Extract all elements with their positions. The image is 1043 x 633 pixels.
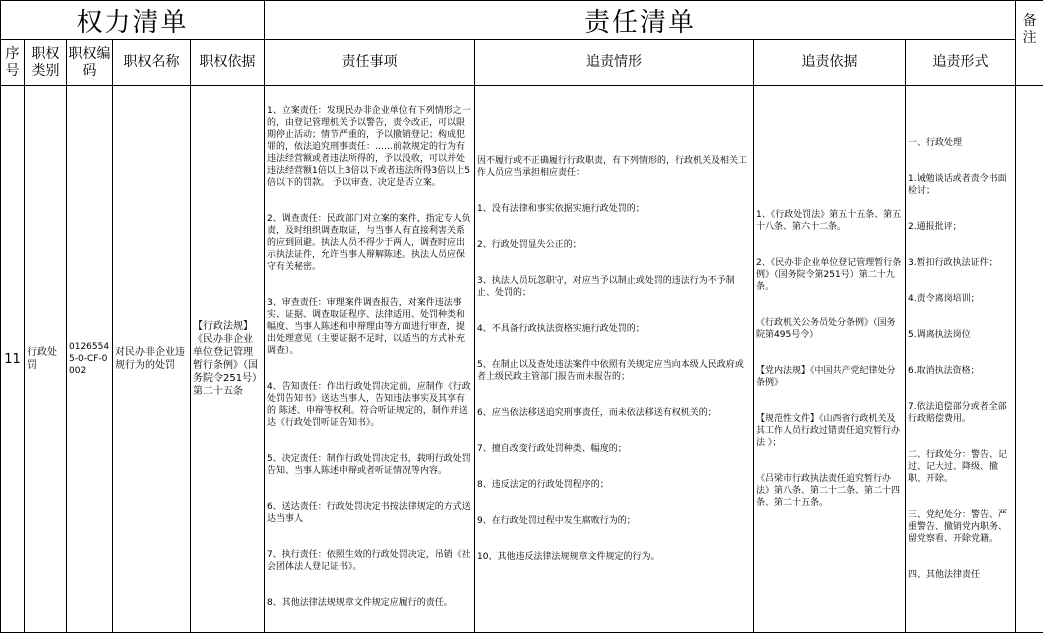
form-item: 4.责令离岗培训； bbox=[908, 293, 1013, 305]
duty-item: 6、送达责任：行政处罚决定书按法律规定的方式送达当事人 bbox=[267, 501, 472, 525]
basis-item: 《行政机关公务员处分条例》（国务院第495号令） bbox=[756, 317, 903, 341]
circumstance-item: 8、违反法定的行政处罚程序的； bbox=[477, 479, 751, 491]
form-item: 一、行政处理 bbox=[908, 137, 1013, 149]
form-item: 三、党纪处分：警告、严重警告、撤销党内职务、留党察看、开除党籍。 bbox=[908, 509, 1013, 545]
col-duties-header: 责任事项 bbox=[265, 40, 475, 86]
col-category-header: 职权类别 bbox=[25, 40, 67, 86]
basis-item: 《吕梁市行政执法责任追究暂行办法》第八条、第二十二条、第二十四条、第二十五条。 bbox=[756, 473, 903, 509]
row-remarks bbox=[1016, 86, 1043, 633]
col-seq-header: 序号 bbox=[1, 40, 25, 86]
form-item: 1.诫勉谈话或者责令书面检讨； bbox=[908, 173, 1013, 197]
form-item: 四、其他法律责任 bbox=[908, 569, 1013, 581]
row-circumstances bbox=[475, 86, 754, 633]
col-circumstances-header: 追责情形 bbox=[475, 40, 754, 86]
form-item: 7.依法追偿部分或者全部行政赔偿费用。 bbox=[908, 401, 1013, 425]
row-name: 对民办非企业违规行为的处罚 bbox=[113, 86, 191, 633]
responsibility-list-header: 责任清单 bbox=[265, 1, 1016, 40]
duty-item: 3、审查责任：审理案件调查报告，对案件违法事实、证据、调查取证程序、法律适用、处罚种类和幅度、当事人陈述和申辩理由等方面进行审查，提出处理意见（主要证据不足时，以适当的方式补充调查）。 bbox=[267, 297, 472, 357]
circumstance-item: 3、执法人员玩忽职守，对应当予以制止或处罚的违法行为不予制止、处罚的； bbox=[477, 275, 751, 299]
duty-item: 4、告知责任：作出行政处罚决定前，应制作《行政处罚告知书》送达当事人，告知违法事实及其享有的 陈述、申辩等权利。符合听证规定的，制作并送达《行政处罚听证告知书》。 bbox=[267, 381, 472, 429]
row-accountability-basis bbox=[754, 86, 906, 633]
circumstance-item: 2、行政处罚显失公正的； bbox=[477, 239, 751, 251]
row-forms bbox=[906, 86, 1016, 633]
row-duties bbox=[265, 86, 475, 633]
col-forms-header: 追责形式 bbox=[906, 40, 1016, 86]
duty-item: 1、立案责任：发现民办非企业单位有下列情形之一的，由登记管理机关予以警告，责令改正，可以限期停止活动；情节严重的，予以撤销登记；构成犯罪的，依法追究刑事责任：……前款规定的行为有违法经营额或者违法所得的，予以没收，可以并处违法经营额1倍以上3倍以下或者违法所得3倍以上5倍以下的罚款。 予以审查、决定是否立案。 bbox=[267, 105, 472, 189]
col-basis-header: 职权依据 bbox=[191, 40, 265, 86]
form-item: 3.暂扣行政执法证件； bbox=[908, 257, 1013, 269]
basis-item: 1、《行政处罚法》第五十五条、第五十八条、第六十二条。 bbox=[756, 209, 903, 233]
col-name-header: 职权名称 bbox=[113, 40, 191, 86]
duty-item: 8、其他法律法规规章文件规定应履行的责任。 bbox=[267, 597, 472, 609]
circumstance-item: 4、不具备行政执法资格实施行政处罚的； bbox=[477, 323, 751, 335]
remarks-header: 备注 bbox=[1016, 1, 1043, 86]
basis-item: 2、《民办非企业单位登记管理暂行条例》（国务院令第251号）第二十九条。 bbox=[756, 257, 903, 293]
row-seq: 11 bbox=[1, 86, 25, 633]
row-code: 01265545-0-CF-0002 bbox=[67, 86, 113, 633]
power-list-header: 权力清单 bbox=[1, 1, 265, 40]
circumstance-item: 9、在行政处罚过程中发生腐败行为的； bbox=[477, 515, 751, 527]
circumstance-item: 5、在制止以及查处违法案件中依照有关规定应当向本级人民政府或者上级民政主管部门报告而未报告的； bbox=[477, 359, 751, 383]
circumstance-item: 6、应当依法移送追究刑事责任，而未依法移送有权机关的； bbox=[477, 407, 751, 419]
row-category: 行政处罚 bbox=[25, 86, 67, 633]
basis-item: 【党内法规】《中国共产党纪律处分条例》 bbox=[756, 365, 903, 389]
circumstance-item: 1、没有法律和事实依据实施行政处罚的； bbox=[477, 203, 751, 215]
form-item: 2.通报批评； bbox=[908, 221, 1013, 233]
duty-item: 5、决定责任：制作行政处罚决定书，载明行政处罚告知、当事人陈述申辩或者听证情况等内容。 bbox=[267, 453, 472, 477]
circumstance-item: 因不履行或不正确履行行政职责，有下列情形的，行政机关及相关工作人员应当承担相应责任： bbox=[477, 155, 751, 179]
table-row bbox=[1, 86, 1043, 633]
circumstance-item: 10、其他违反法律法规规章文件规定的行为。 bbox=[477, 551, 751, 563]
row-basis: 【行政法规】《民办非企业单位登记管理暂行条例》（国务院令251号）第二十五条 bbox=[191, 86, 265, 633]
col-code-header: 职权编码 bbox=[67, 40, 113, 86]
form-item: 5.调离执法岗位 bbox=[908, 329, 1013, 341]
form-item: 二、行政处分：警告、记过、记大过、降级、撤职、开除。 bbox=[908, 449, 1013, 485]
duty-item: 7、执行责任：依照生效的行政处罚决定，吊销《社会团体法人登记证书》。 bbox=[267, 549, 472, 573]
duty-item: 2、调查责任：民政部门对立案的案件，指定专人负责，及时组织调查取证，与当事人有直接利害关系的应到回避。执法人员不得少于两人，调查时应出示执法证件，允许当事人辩解陈述。执法人员应保守有关秘密。 bbox=[267, 213, 472, 273]
basis-item: 【规范性文件】《山西省行政机关及其工作人员行政过错责任追究暂行办法 》； bbox=[756, 413, 903, 449]
circumstance-item: 7、擅自改变行政处罚种类、幅度的； bbox=[477, 443, 751, 455]
col-accountability-basis-header: 追责依据 bbox=[754, 40, 906, 86]
form-item: 6.取消执法资格； bbox=[908, 365, 1013, 377]
